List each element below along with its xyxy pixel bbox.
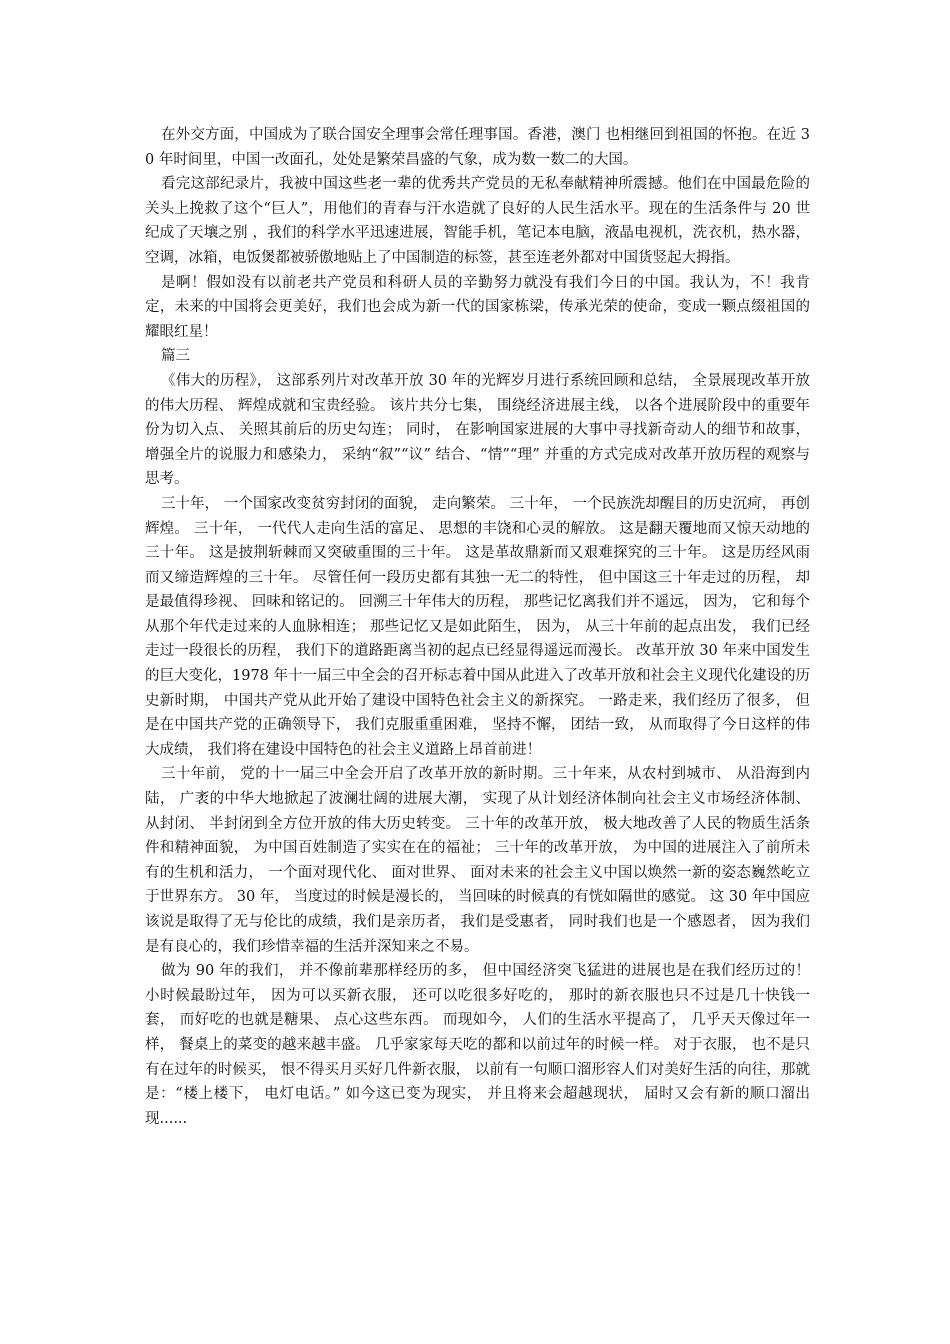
paragraph-documentary-reflection: 看完这部纪录片，我被中国这些老一辈的优秀共产党员的无私奉献精神所震撼。他们在中国最危险的关头上挽救了这个“巨人”，用他们的青春与汗水造就了良好的人民生活水平。现在的生活条件与 20 世纪成了天壤之别 ，我们的科学水平迅速进展，智能手机，笔记本电脑，液晶电视机，洗衣机，热水器，空调，冰箱，电饭煲都被骄傲地贴上了中国制造的标签，甚至连老外都对中国货竖起大拇指。 [145, 176, 810, 266]
paragraph-reform-opening: 三十年前， 党的十一届三中全会开启了改革开放的新时期。三十年来，从农村到城市、 从沿海到内陆， 广袤的中华大地掀起了波澜壮阔的进展大潮， 实现了从计划经济体制向社会主义市场经济体制、 从封闭、 半封闭到全方位开放的伟大历史转变。 三十年的改革开放， 极大地改善了人民的物质生活条件和精神面貌， 为中国百姓制造了实实在在的福祉； 三十年的改革开放， 为中国的进展注入了前所未有的生机和活力， 一个面对现代化、 面对世界、 面对未来的社会主义中国以焕然一新的姿态巍然屹立于世界东方。 30 年， 当度过的时候是漫长的， 当回味的时候真的有恍如隔世的感觉。 这 30 年中国应该说是取得了无与伦比的成绩，我们是亲历者， 我们是受惠者， 同时我们也是一个感恩者， 因为我们是有良心的，我们珍惜幸福的生活并深知来之不易。 [145, 766, 810, 955]
document-body [145, 123, 810, 1131]
paragraph-thirty-years: 三十年， 一个国家改变贫穷封闭的面貌， 走向繁荣。 三十年， 一个民族洗却醒目的历史沉疴， 再创辉煌。 三十年， 一代代人走向生活的富足、 思想的丰饶和心灵的解放。 这是翻天覆地而又惊天动地的三十年。 这是披荆斩棘而又突破重围的三十年。 这是革故鼎新而又艰难探究的三十年。 这是历经风雨而又缔造辉煌的三十年。 尽管任何一段历史都有其独一无二的特性， 但中国这三十年走过的历程， 却是最值得珍视、 回味和铭记的。 回溯三十年伟大的历程， 那些记忆离我们并不遥远， 因为， 它和每个从那个年代走过来的人血脉相连； 那些记忆又是如此陌生， 因为， 从三十年前的起点出发， 我们已经走过一段很长的历程， 我们下的道路距离当初的起点已经显得遥远而漫长。 改革开放 30 年来中国发生的巨大变化，1978 年十一届三中全会的召开标志着中国从此进入了改革开放和社会主义现代化建设的历史新时期， 中国共产党从此开始了建设中国特色社会主义的新探究。 一路走来，我们经历了很多， 但是在中国共产党的正确领导下， 我们克服重重困难， 坚持不懈， 团结一致， 从而取得了今日这样的伟大成绩， 我们将在建设中国特色的社会主义道路上昂首前进！ [145, 495, 811, 758]
paragraph-diplomacy: 在外交方面，中国成为了联合国安全理事会常任理事国。香港，澳门 也相继回到祖国的怀抱。在近 30 年时间里，中国一改面孔，处处是繁荣昌盛的气象，成为数一数二的大国。 [145, 127, 810, 168]
paragraph-future-china: 是啊！假如没有以前老共产党员和科研人员的辛勤努力就没有我们今日的中国。我认为，不！我肯定，未来的中国将会更美好，我们也会成为新一代的国家栋梁，传承光荣的使命，变成一颗点缀祖国的耀眼红星！ [145, 274, 810, 340]
section-heading: 篇三 [161, 348, 190, 365]
paragraph-great-journey: 《伟大的历程》， 这部系列片对改革开放 30 年的光辉岁月进行系统回顾和总结， 全景展现改革开放的伟大历程、 辉煌成就和宝贵经验。 该片共分七集， 围绕经济进展主线， 以各个进展阶段中的重要年份为切入点、 关照其前后的历史勾连； 同时， 在影响国家进展的大事中寻找新奇动人的细节和故事， 增强全片的说服力和感染力， 采纳“叙”“议” 结合、“情”“理” 并重的方式完成对改革开放历程的观察与思考。 [145, 372, 810, 488]
paragraph-our-generation: 做为 90 年的我们， 并不像前辈那样经历的多， 但中国经济突飞猛进的进展也是在我们经历过的！ 小时候最盼过年， 因为可以买新衣服， 还可以吃很多好吃的， 那时的新衣服也只不过是几十快钱一套， 而好吃的也就是糖果、 点心这些东西。 而现如今， 人们的生活水平提高了， 几乎天天像过年一样， 餐桌上的菜变的越来越丰盛。 几乎家家每天吃的都和以前过年的时候一样。 对于衣服， 也不是只有在过年的时候买， 恨不得买月买好几件新衣服， 以前有一句顺口溜形容人们对美好生活的向往，那就是：“楼上楼下， 电灯电话。” 如今这已变为现实， 并且将来会超越现状， 届时又会有新的顺口溜出现...... [145, 963, 810, 1127]
